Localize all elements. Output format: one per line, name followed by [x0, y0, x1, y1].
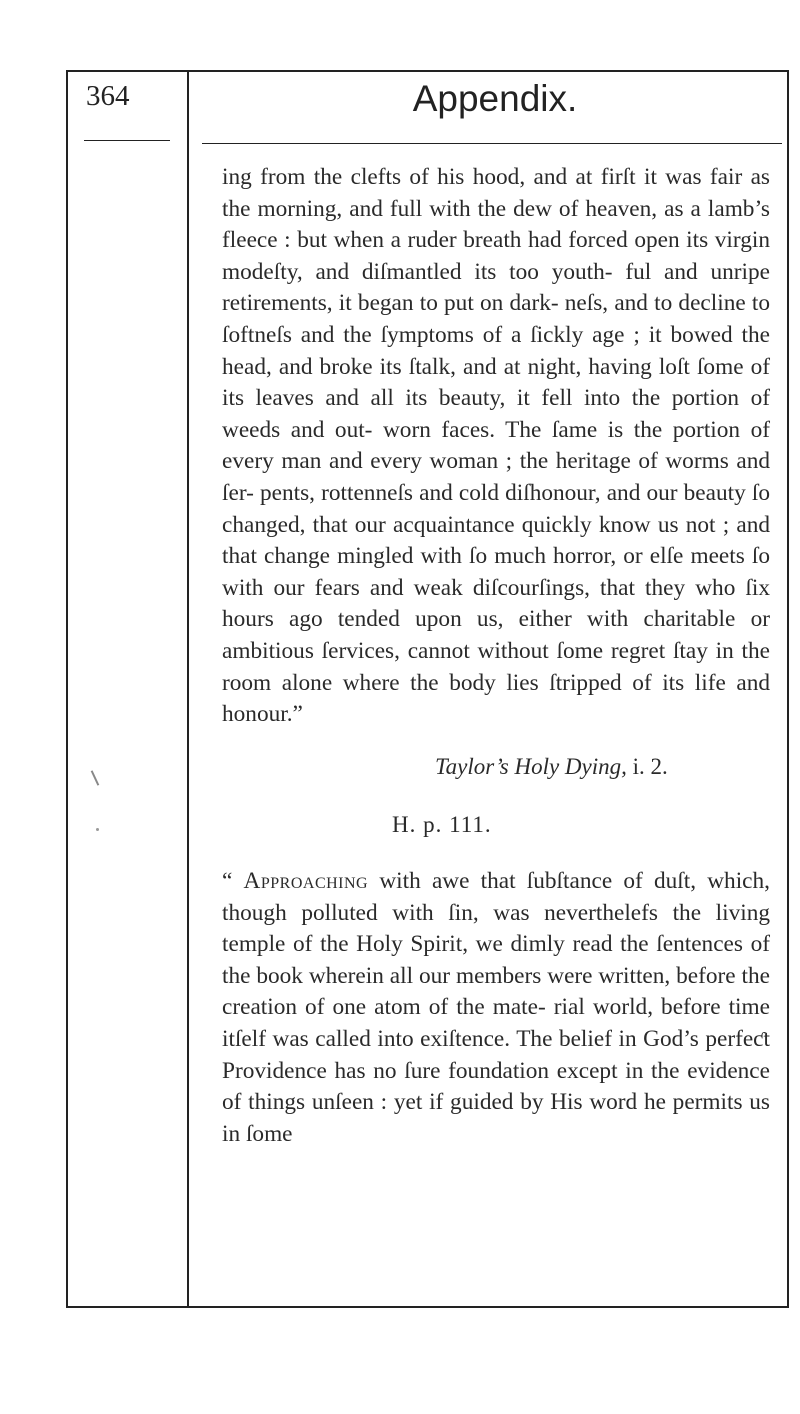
margin-mark [91, 770, 100, 785]
passage-2-lead-word: Approaching [243, 868, 369, 894]
top-rule [66, 70, 788, 72]
header-underline [202, 143, 782, 144]
bottom-rule [66, 1306, 788, 1308]
citation-work: Taylor’s Holy Dying, [435, 754, 627, 779]
passage-2-paragraph [222, 866, 770, 1150]
page-number: 364 [86, 80, 130, 112]
pagenum-underline [84, 140, 170, 141]
right-frame-rule [787, 70, 789, 1308]
citation-ref: i. 2. [626, 754, 668, 779]
passage-1 [222, 162, 770, 731]
margin-dot [96, 828, 99, 831]
passage-2 [222, 866, 770, 1150]
left-frame-rule [66, 70, 68, 1308]
running-head: Appendix. [412, 78, 578, 119]
section-heading: H. p. 111. [392, 812, 492, 837]
passage-1-text: ing from the clefts of his hood, and at firſt it was fair as the morning, and full with the dew of heaven, as a lamb’s fleece : but when a ruder breath had forced open its virgin modeſty, and diſmantled its too youth- ful and unripe retirements, it began to put on dark- neſs, and to decline to ſoftneſs and the ſymptoms of a ſickly age ; it bowed the head, and broke its ſtalk, and at night, having loſt ſome of its leaves and all its beauty, it fell into the portion of weeds and out- worn faces. The ſame is the portion of every man and every woman ; the heritage of worms and ſer- pents, rottenneſs and cold diſhonour, and our beauty ſo changed, that our acquaintance quickly know us not ; and that change mingled with ſo much horror, or elſe meets ſo with our fears and weak diſcourſings, that they who ſix hours ago tended upon us, either with charitable or ambitious ſervices, cannot without ſome regret ſtay in the room alone where the body lies ſtripped of its life and honour.” [222, 164, 770, 728]
passage-2-open-quote: “ [222, 868, 244, 894]
citation [435, 754, 668, 780]
column-divider [187, 70, 189, 1308]
passage-2-text: with awe that ſubſtance of duſt, which, though polluted with ſin, was neverthelefs the living temple of the Holy Spirit, we dimly read the ſentences of the book wherein all our members were written, before the creation of one atom of the mate- rial world, before time itſelf was called into exiſtence. The belief in God’s perfeƈt Providence has no ſure foundation except in the evidence of things unſeen : yet if guided by His word he permits us in ſome [222, 868, 770, 1147]
